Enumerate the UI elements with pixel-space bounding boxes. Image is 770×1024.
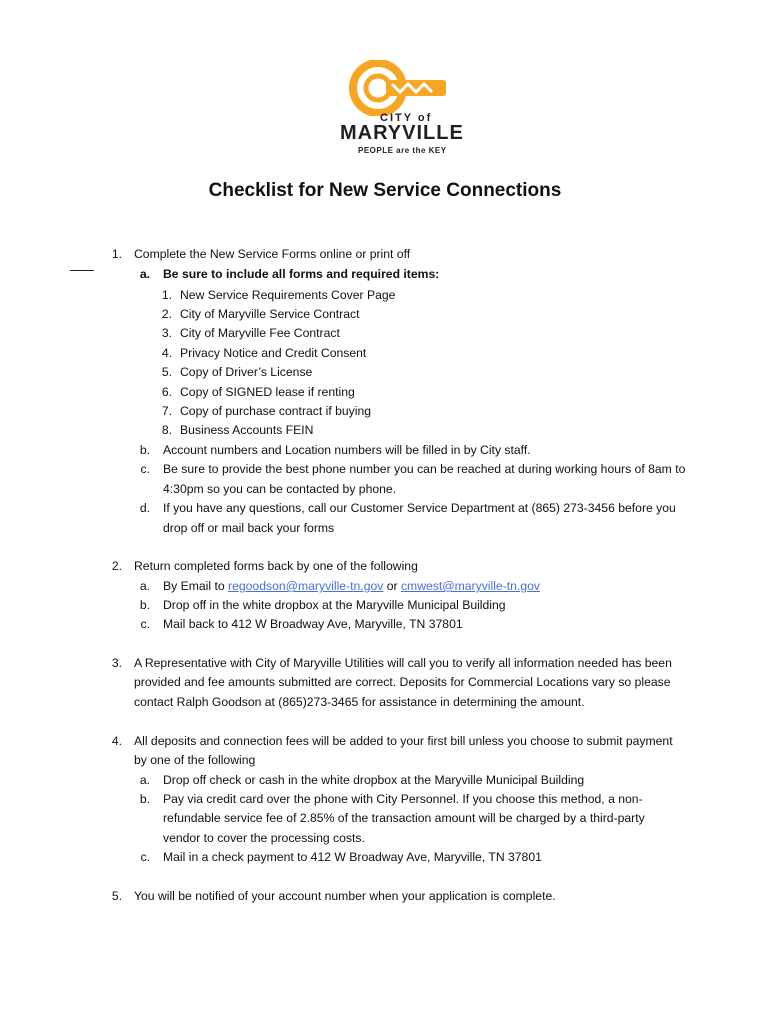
item-4-line2: by one of the following <box>134 753 256 767</box>
item-4a-text: Drop off check or cash in the white dropbox at the Maryville Municipal Building <box>163 773 585 787</box>
item-1b-marker: b. <box>139 443 150 457</box>
required-item-number: 1. <box>161 288 172 302</box>
item-2-number: 2. <box>111 559 122 573</box>
item-4b-line3: vendor to cover the processing costs. <box>163 831 365 845</box>
item-1d-line1: If you have any questions, call our Customer Service Department at (865) 273-3456 before you <box>163 501 676 515</box>
item-4b-line1: Pay via credit card over the phone with City Personnel. If you choose this method, a non- <box>163 792 643 806</box>
required-item-number: 5. <box>161 365 172 379</box>
city-logo <box>330 60 480 160</box>
item-2b-text: Drop off in the white dropbox at the Maryville Municipal Building <box>163 598 506 612</box>
item-3-line2: provided and fee amounts submitted are correct. Deposits for Commercial Locations vary so please <box>134 675 671 689</box>
required-item: Copy of Driver’s License <box>180 365 313 379</box>
required-item-number: 8. <box>161 423 172 437</box>
item-2-text: Return completed forms back by one of the following <box>134 559 418 573</box>
item-1d-marker: d. <box>139 501 150 515</box>
item-1c-line1: Be sure to provide the best phone number you can be reached at during working hours of 8am to <box>163 462 686 476</box>
required-item: Copy of SIGNED lease if renting <box>180 385 355 399</box>
required-item: City of Maryville Fee Contract <box>180 326 340 340</box>
required-item-number: 6. <box>161 385 172 399</box>
logo-tagline: PEOPLE are the KEY <box>358 146 447 155</box>
required-item: Privacy Notice and Credit Consent <box>180 346 367 360</box>
item-3-line3: contact Ralph Goodson at (865)273-3465 for assistance in determining the amount. <box>134 695 585 709</box>
item-4b-line2: refundable service fee of 2.85% of the transaction amount will be charged by a third-party <box>163 811 645 825</box>
item-4-number: 4. <box>111 734 122 748</box>
required-item: Copy of purchase contract if buying <box>180 404 372 418</box>
required-item: City of Maryville Service Contract <box>180 307 360 321</box>
required-item: Business Accounts FEIN <box>180 423 314 437</box>
item-1c-marker: c. <box>140 462 150 476</box>
item-5-number: 5. <box>111 889 122 903</box>
item-2c-text: Mail back to 412 W Broadway Ave, Maryville, TN 37801 <box>163 617 463 631</box>
item-3-number: 3. <box>111 656 122 670</box>
margin-mark <box>70 270 94 271</box>
item-1c-line2: 4:30pm so you can be contacted by phone. <box>163 482 397 496</box>
item-1a-text: Be sure to include all forms and required items: <box>163 267 440 281</box>
item-5-text: You will be notified of your account number when your application is complete. <box>134 889 556 903</box>
item-2a-or: or <box>383 579 401 593</box>
logo-city-of: CITY of <box>380 112 433 124</box>
item-3-line1: A Representative with City of Maryville Utilities will call you to verify all information needed has been <box>134 656 672 670</box>
item-4c-text: Mail in a check payment to 412 W Broadway Ave, Maryville, TN 37801 <box>163 850 542 864</box>
item-1d-line2: drop off or mail back your forms <box>163 521 335 535</box>
email-link-cmwest[interactable]: cmwest@maryville-tn.gov <box>400 579 540 593</box>
item-4-line1: All deposits and connection fees will be added to your first bill unless you choose to submit payment <box>134 734 673 748</box>
item-1a-marker: a. <box>139 267 150 281</box>
email-link-regoodson[interactable]: regoodson@maryville-tn.gov <box>228 579 384 593</box>
required-item: New Service Requirements Cover Page <box>180 288 396 302</box>
key-logo-icon <box>348 60 458 116</box>
item-1-number: 1. <box>111 247 122 261</box>
item-4a-marker: a. <box>139 773 150 787</box>
required-item-number: 3. <box>161 326 172 340</box>
required-item-number: 4. <box>161 346 172 360</box>
item-2a-marker: a. <box>139 579 150 593</box>
page-title: Checklist for New Service Connections <box>208 180 562 201</box>
required-item-number: 2. <box>161 307 172 321</box>
item-2a-prefix: By Email to <box>163 579 229 593</box>
required-item-number: 7. <box>161 404 172 418</box>
item-1b-text: Account numbers and Location numbers will be filled in by City staff. <box>163 443 531 457</box>
item-4b-marker: b. <box>139 792 150 806</box>
item-2b-marker: b. <box>139 598 150 612</box>
logo-city-name: MARYVILLE <box>340 122 464 144</box>
item-2a-text <box>163 578 540 594</box>
item-4c-marker: c. <box>140 850 150 864</box>
item-1-text: Complete the New Service Forms online or print off <box>134 247 411 261</box>
item-2c-marker: c. <box>140 617 150 631</box>
